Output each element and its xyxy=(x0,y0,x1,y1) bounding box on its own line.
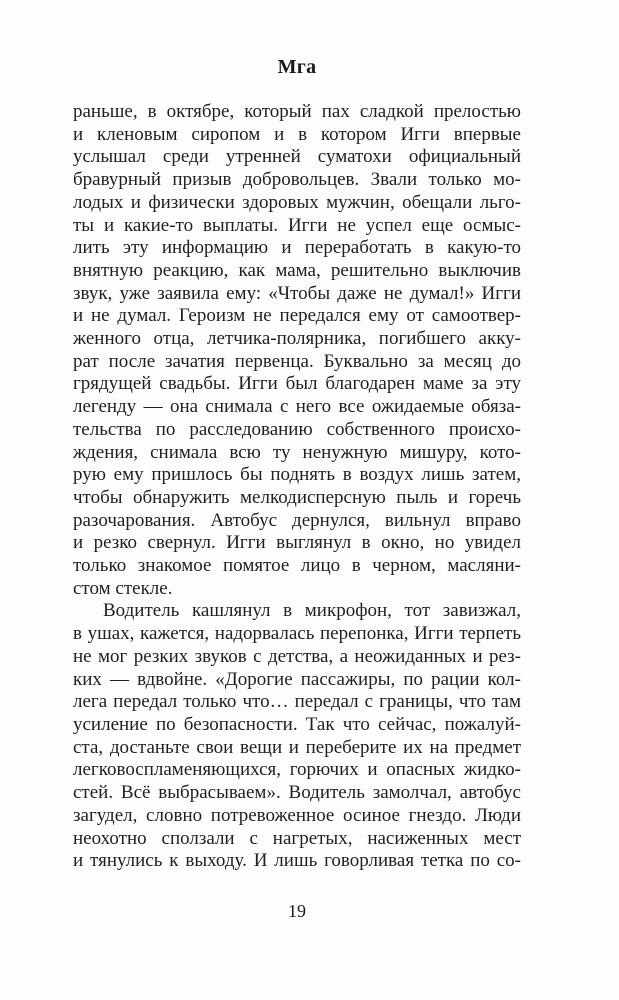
text-line: звук, уже заявила ему: «Чтобы даже не думал!» Игги xyxy=(73,282,521,304)
text-line: тельства по расследованию собственного происхо- xyxy=(73,418,521,440)
text-line: женного отца, летчика-полярника, погибшего акку- xyxy=(73,328,521,350)
text-line: ста, достаньте свои вещи и переберите их на предмет xyxy=(73,736,521,758)
text-line: стей. Всё выбрасываем». Водитель замолчал, автобус xyxy=(73,782,521,804)
text-line: усиление по безопасности. Так что сейчас, пожалуй- xyxy=(73,713,521,735)
text-line: лега передал только что… передал с границы, что там xyxy=(73,691,521,713)
text-line: стом стекле. xyxy=(73,577,173,599)
text-line: и кленовым сиропом и в котором Игги впервые xyxy=(73,123,521,145)
text-line: и не думал. Героизм не передался ему от самоотвер- xyxy=(73,305,521,327)
text-line: рат после зачатия первенца. Буквально за месяц до xyxy=(73,350,521,372)
text-line: бравурный призыв добровольцев. Звали только мо- xyxy=(73,169,521,191)
text-line: в ушах, кажется, надорвалась перепонка, Игги терпеть xyxy=(73,623,521,645)
text-line: и резко свернул. Игги выглянул в окно, но увидел xyxy=(73,532,521,554)
text-line: не мог резких звуков с детства, а неожиданных и рез- xyxy=(73,645,521,667)
text-line: ких — вдвойне. «Дорогие пассажиры, по рации кол- xyxy=(73,668,521,690)
paragraph xyxy=(73,101,521,600)
text-line: внятную реакцию, как мама, решительно выключив xyxy=(73,259,521,281)
body-text-block xyxy=(73,101,521,873)
running-header-title: Мга xyxy=(277,56,317,78)
page-number: 19 xyxy=(288,901,306,921)
text-line: Водитель кашлянул в микрофон, тот завизжал, xyxy=(103,600,521,622)
text-line: только знакомое помятое лицо в черном, масляни- xyxy=(73,555,521,577)
text-line: лодых и физически здоровых мужчин, обещали льго- xyxy=(73,191,521,213)
text-line: разочарования. Автобус дернулся, вильнул вправо xyxy=(73,509,521,531)
text-line: ждения, снимала всю ту ненужную мишуру, кото- xyxy=(73,441,521,463)
text-line: загудел, словно потревоженное осиное гнездо. Люди xyxy=(73,804,521,826)
text-line: грядущей свадьбы. Игги был благодарен маме за эту xyxy=(73,373,521,395)
text-line: чтобы обнаружить мелкодисперсную пыль и горечь xyxy=(73,486,521,508)
text-line: услышал среди утренней суматохи официальный xyxy=(73,146,521,168)
text-line: лить эту информацию и переработать в какую-то xyxy=(73,237,521,259)
text-line: неохотно сползали с нагретых, насиженных мест xyxy=(73,827,521,849)
text-line: раньше, в октябре, который пах сладкой прелостью xyxy=(73,101,521,122)
text-line: легковоспламеняющихся, горючих и опасных жидко- xyxy=(73,759,521,781)
text-line: и тянулись к выходу. И лишь говорливая тетка по со- xyxy=(73,850,521,872)
paragraph xyxy=(73,600,521,872)
text-line: ты и какие-то выплаты. Игги не успел еще осмыс- xyxy=(73,214,521,236)
text-line: рую ему пришлось бы поднять в воздух лишь затем, xyxy=(73,464,521,486)
text-line: легенду — она снимала с него все ожидаемые обяза- xyxy=(73,396,521,418)
